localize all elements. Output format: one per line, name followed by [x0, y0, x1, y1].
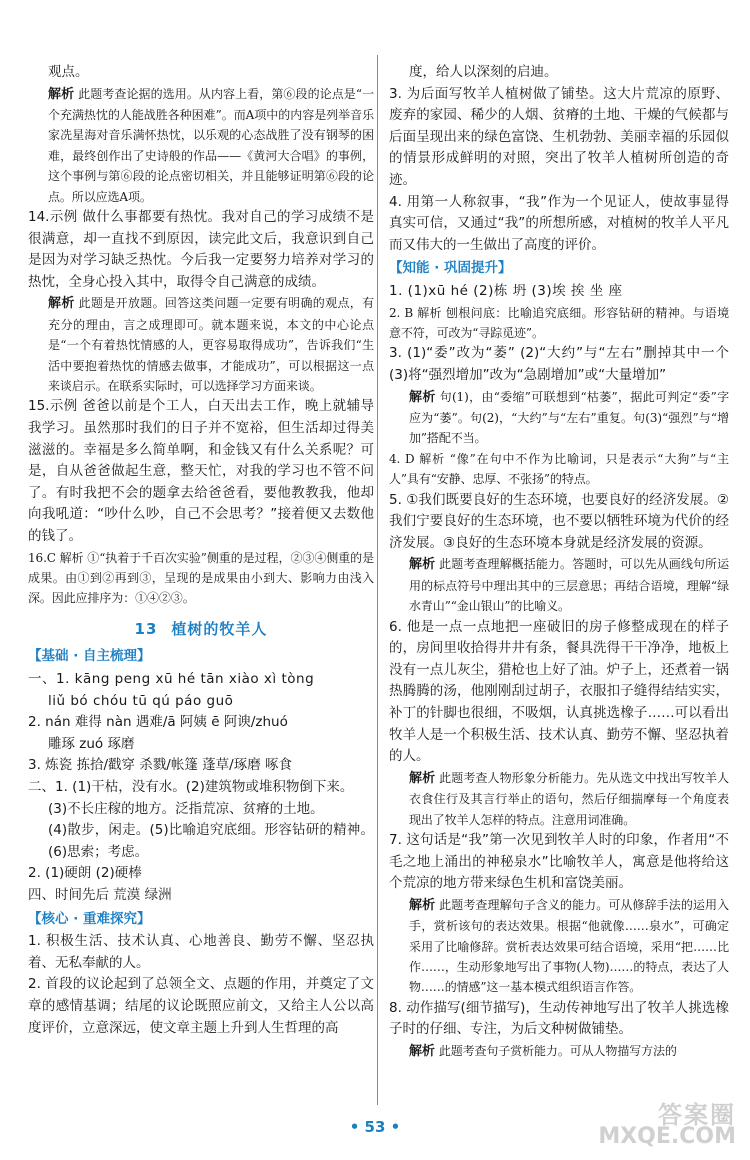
answer-line: 一、1. kāng peng xū hé tān xiào xì tòng	[28, 671, 315, 687]
lesson-number: 13	[134, 619, 158, 638]
explanation-label: 解析	[409, 389, 436, 405]
explanation-paragraph	[389, 387, 729, 449]
column-divider	[377, 55, 378, 1105]
explanation-paragraph	[28, 293, 374, 396]
explanation-text: 4. D 解析 “像”在句中不作为比喻词，只是表示“大狗”与“主人”具有“安静、忠厚、不张扬”的特点。	[389, 451, 729, 487]
answer-line: 8. 动作描写(细节描写)，生动传神地写出了牧羊人挑选橡子时的仔细、专注，为后文种树做铺垫。	[389, 999, 729, 1038]
answer-line: 1. (1)xū hé (2)栋 坍 (3)埃 挨 坐 座	[389, 282, 623, 299]
explanation-label: 解析	[48, 86, 75, 102]
answer-line: 观点。	[48, 64, 89, 80]
section-header: 【基础 · 自主梳理】	[28, 648, 151, 665]
answer-line: 14.示例 做什么事都要有热忱。我对自己的学习成绩不是很满意，却一直找不到原因，读完此文后，我意识到自己是因为对学习缺乏热忱。今后我一定要努力培养对学习的热忱，全身心投入其中，取得令自己满意的成绩。	[28, 209, 374, 290]
answer-line: 3. (1)“委”改为“萎” (2)“大约”与“左右”删掉其中一个 (3)将“强烈增加”改为“急剧增加”或“大量增加”	[389, 345, 729, 383]
answer-line: 雕琢 zuó 琢磨	[48, 735, 135, 752]
answer-line: 4. 用第一人称叙事，“我”作为一个见证人，使故事显得真实可信，又通过“我”的所想所感，对植树的牧羊人平凡而又伟大的一生做出了高度的评价。	[389, 193, 729, 253]
explanation-text: 此题考查论据的选用。从内容上看，第⑥段的论点是“一个充满热忱的人能战胜各种困难”。而A项中的内容是列举音乐家冼星海对音乐满怀热忱，以乐观的心态战胜了没有钢琴的困难，最终创作出了史诗般的作品——《黄河大合唱》的事例，这个事例与第⑥段的论点密切相关，并且能够证明第⑥段的论点。所以应选A项。	[48, 86, 374, 204]
answer-line: 7. 这句话是“我”第一次见到牧羊人时的印象，作者用“不毛之地上涌出的神秘泉水”比喻牧羊人，寓意是他将给这个荒凉的地方带来绿色生机和富饶美丽。	[389, 831, 729, 892]
explanation-label: 解析	[409, 897, 436, 913]
right-column	[389, 62, 729, 1062]
answer-line: 2. 首段的议论起到了总领全文、点题的作用，并奠定了文章的感情基调；结尾的议论既照应前文，又给主人公以高度评价，立意深远，使文章主题上升到人生哲理的高	[28, 976, 374, 1036]
explanation-label: 解析	[409, 770, 436, 786]
page-number: • 53 •	[349, 1118, 401, 1136]
answer-line: 3. 炼瓷 拣拾/戳穿 杀戮/帐篷 蓬草/琢磨 啄食	[28, 757, 292, 774]
answer-line: liǔ bó chóu tū qú páo guō	[48, 692, 234, 709]
answer-line: 度，给人以深刻的启迪。	[409, 64, 558, 80]
explanation-paragraph	[389, 303, 729, 344]
answer-line: 1. 积极生活、技术认真、心地善良、勤劳不懈、坚忍执着、无私奉献的人。	[28, 933, 374, 971]
answer-line: (3)不长庄稼的地方。泛指荒凉、贫瘠的土地。	[48, 800, 324, 817]
lesson-title-text: 植树的牧羊人	[171, 619, 268, 638]
watermark-line2: MXQE.COM	[598, 1124, 736, 1149]
lesson-title	[28, 619, 374, 641]
explanation-label: 解析	[409, 1043, 435, 1059]
explanation-paragraph	[389, 449, 729, 490]
answer-line: (4)散步，闲走。(5)比喻追究底细。形容钻研的精神。(6)思索；考虑。	[48, 822, 374, 860]
explanation-text: 2. B 解析 刨根问底：比喻追究底细。形容钻研的精神。与语境意不符，可改为“寻踪觅迹”。	[389, 305, 729, 340]
explanation-paragraph	[389, 554, 729, 616]
answer-line: 3. 为后面写牧羊人植树做了铺垫。这大片荒凉的原野、废弃的家园、稀少的人烟、贫瘠的土地、干燥的气候都与后面呈现出来的绿色富饶、生机勃勃、美丽幸福的乐园似的情景形成鲜明的对照，突出了牧羊人植树所创造的奇迹。	[389, 85, 729, 188]
explanation-paragraph	[28, 548, 374, 609]
answer-line: 6. 他是一点一点地把一座破旧的房子修整成现在的样子的，房间里收拾得井井有条，餐具洗得干干净净，地板上没有一点儿灰尘，猎枪也上好了油。炉子上，还煮着一锅热腾腾的汤，他刚刚刮过胡子，衣服扣子缝得结结实实，补丁的针脚也很细，不吸烟，认真挑选橡子……可以看出牧羊人是一个积极生活、技术认真、勤劳不懈、坚忍执着的人。	[389, 618, 729, 765]
section-header: 【核心 · 重难探究】	[28, 910, 151, 927]
explanation-text: 此题考查理解概括能力。答题时，可以先从画线句所运用的标点符号中理出其中的三层意思；再结合语境，理解“绿水青山”“金山银山”的比喻义。	[409, 557, 729, 614]
answer-line: 5. ①我们既要良好的生态环境，也要良好的经济发展。②我们宁要良好的生态环境，也不要以牺牲环境为代价的经济发展。③良好的生态环境本身就是经济发展的资源。	[389, 491, 729, 551]
section-header: 【知能 · 巩固提升】	[389, 260, 512, 277]
watermark-logo	[598, 1101, 736, 1149]
explanation-text: 此题考查人物形象分析能力。先从选文中找出写牧羊人衣食住行及其言行举止的语句，然后仔细揣摩每一个角度表现出了牧羊人怎样的特点。注意用词准确。	[409, 770, 729, 827]
watermark-line1: 答案圈	[658, 1101, 736, 1129]
explanation-text: 此题考查句子赏析能力。可从人物描写方法的	[438, 1043, 677, 1058]
explanation-text: 此题是开放题。回答这类问题一定要有明确的观点，有充分的理由，言之成理即可。就本题来说，本文的中心论点是“一个有着热忱情感的人，更容易取得成功”，告诉我们“生活中要抱着热忱的情感去做事，才能成功”，可以根据这一点来谈启示。在联系实际时，可以选择学习方面来谈。	[48, 296, 374, 394]
explanation-paragraph	[28, 84, 374, 207]
explanation-text: 16.C 解析 ①“执着于千百次实验”侧重的是过程，②③④侧重的是成果。由①到②再到③，呈现的是成果由小到大、影响力由浅入深。因此应排序为：①④②③。	[28, 550, 374, 606]
explanation-label: 解析	[48, 296, 75, 312]
answer-line: 15.示例 爸爸以前是个工人，白天出去工作，晚上就辅导我学习。虽然那时我们的日子并不宽裕，但生活却过得美滋滋的。幸福是多么简单啊，和金钱又有什么关系呢？可是，自从爸爸做起生意，整天忙，对我的学习也不管不问了。有时我把不会的题拿去给爸爸看，要他教教我，他却向我吼道：“吵什么吵，自己不会思考？”接着便又去数他的钱了。	[28, 398, 374, 544]
explanation-paragraph	[389, 1041, 729, 1062]
answer-line: 2. (1)硬朗 (2)硬棒	[28, 865, 142, 882]
answer-line: 2. nán 难得 nàn 遇难/ā 阿姨 ē 阿谀/zhuó	[28, 714, 288, 731]
answer-line: 二、1. (1)干枯，没有水。(2)建筑物或堆积物倒下来。	[28, 778, 354, 795]
explanation-paragraph	[389, 768, 729, 830]
explanation-text: 此题考查理解句子含义的能力。可从修辞手法的运用入手，赏析该句的表达效果。根据“他就像……泉水”，可确定采用了比喻修辞。赏析表达效果可结合语境，采用“把……比作……，生动形象地写出了事物(人物)……的特点，表达了人物……的情感”这一基本模式组织语言作答。	[409, 897, 729, 995]
left-column	[28, 62, 374, 1039]
explanation-paragraph	[389, 895, 729, 998]
explanation-text: 句(1)，由“委缩”可联想到“枯萎”，据此可判定“委”字应为“萎”。句(2)，“大约”与“左右”重复。句(3)“强烈”与“增加”搭配不当。	[409, 389, 729, 446]
answer-line: 四、时间先后 荒漠 绿洲	[28, 886, 172, 903]
explanation-label: 解析	[409, 557, 436, 573]
